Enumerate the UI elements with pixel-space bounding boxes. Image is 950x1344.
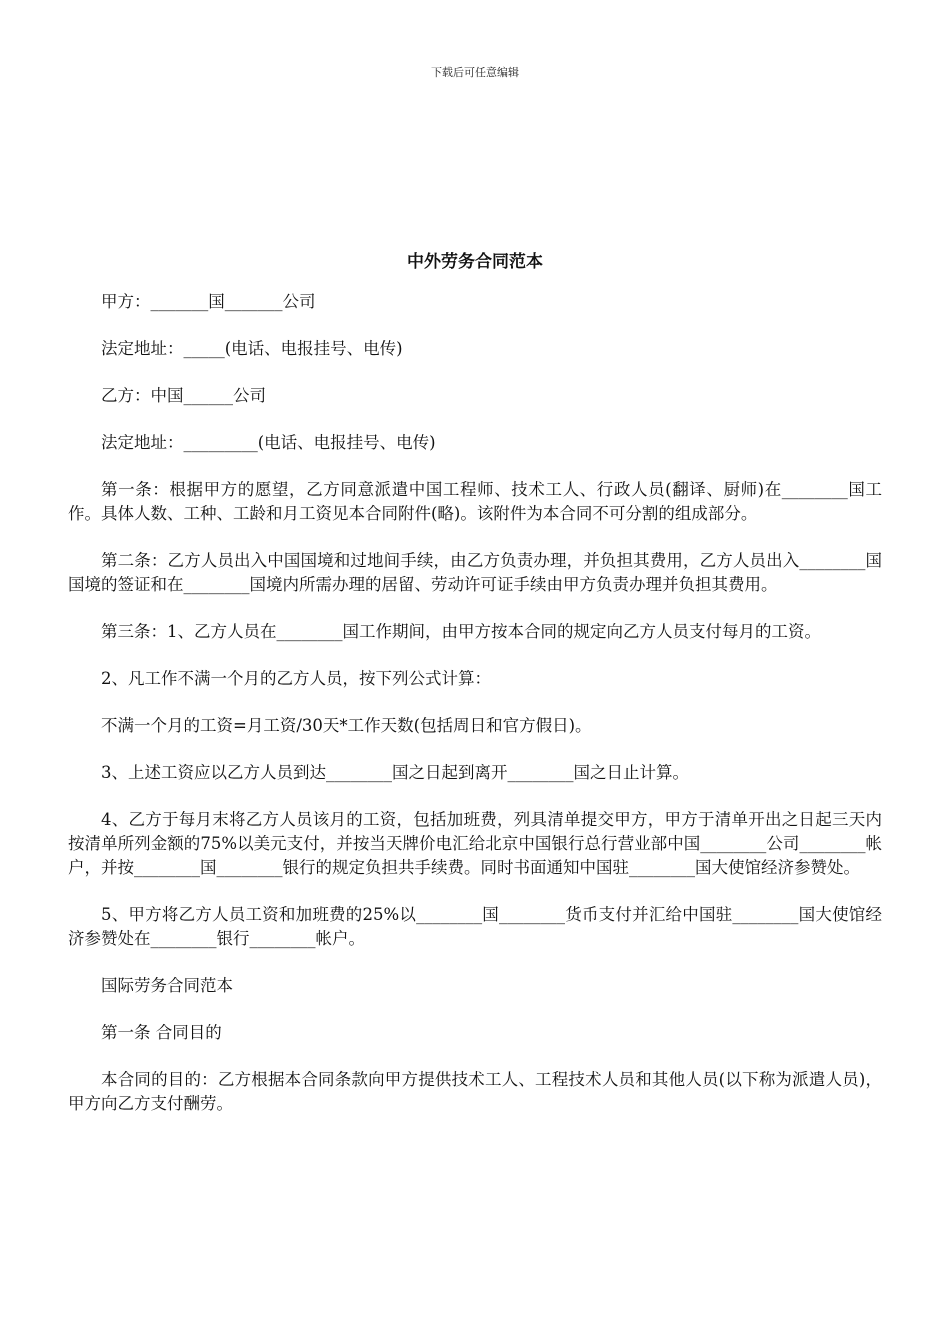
paragraph: 本合同的目的：乙方根据本合同条款向甲方提供技术工人、工程技术人员和其他人员(以下称为派遣人员)，甲方向乙方支付酬劳。 [68, 1070, 882, 1113]
paragraph: 5、甲方将乙方人员工资和加班费的25%以________国________货币支付并汇给中国驻________国大使馆经济参赞处在________银行________帐户。 [68, 905, 882, 948]
paragraph: 不满一个月的工资=月工资/30天*工作天数(包括周日和官方假日)。 [101, 716, 592, 735]
paragraph: 第三条：1、乙方人员在________国工作期间，由甲方按本合同的规定向乙方人员支付每月的工资。 [101, 622, 821, 641]
header-note: 下载后可任意编辑 [431, 66, 519, 79]
paragraph: 甲方：_______国_______公司 [101, 292, 316, 311]
paragraph: 法定地址：_________(电话、电报挂号、电传) [101, 433, 436, 452]
paragraph: 2、凡工作不满一个月的乙方人员，按下列公式计算： [101, 669, 491, 688]
document-title: 中外劳务合同范本 [407, 252, 543, 272]
paragraph: 4、乙方于每月末将乙方人员该月的工资，包括加班费，列具清单提交甲方，甲方于清单开出之日起三天内按清单所列金额的75%以美元支付，并按当天牌价电汇给北京中国银行总行营业部中国________公司________帐户，并按________国________银行的规定负担共手续费。同时书面通知中国驻________国大使馆经济参赞处。 [68, 810, 882, 877]
document-body [68, 290, 882, 1139]
paragraph: 法定地址：_____(电话、电报挂号、电传) [101, 339, 403, 358]
paragraph: 第二条：乙方人员出入中国国境和过地间手续，由乙方负责办理，并负担其费用，乙方人员出入________国国境的签证和在________国境内所需办理的居留、劳动许可证手续由甲方负责办理并负担其费用。 [68, 551, 882, 594]
paragraph: 乙方：中国______公司 [101, 386, 266, 405]
paragraph: 国际劳务合同范本 [101, 976, 233, 995]
paragraph: 3、上述工资应以乙方人员到达________国之日起到离开________国之日止计算。 [101, 763, 689, 782]
paragraph: 第一条：根据甲方的愿望，乙方同意派遣中国工程师、技术工人、行政人员(翻译、厨师)在________国工作。具体人数、工种、工龄和月工资见本合同附件(略)。该附件为本合同不可分割的组成部分。 [68, 480, 882, 523]
paragraph: 第一条 合同目的 [101, 1023, 222, 1042]
